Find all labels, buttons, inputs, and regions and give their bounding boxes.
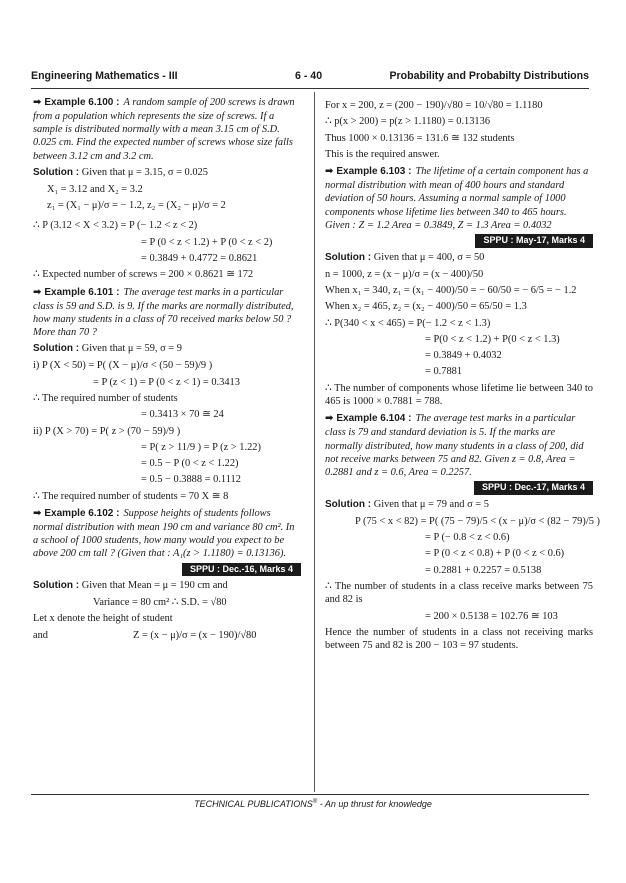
solution-line: Given that μ = 3.15, σ = 0.025 <box>81 167 208 179</box>
solution-label: Solution : <box>325 498 372 510</box>
right-column <box>325 96 600 653</box>
solution-line: Given that Mean = μ = 190 cm and <box>81 580 228 592</box>
header-rule <box>31 88 589 89</box>
solution-line: = P (0 < z < 1.2) + P (0 < z < 2) <box>141 236 273 248</box>
publisher-name: TECHNICAL PUBLICATIONS <box>194 799 313 809</box>
publisher-tagline: - An up thrust for knowledge <box>317 799 432 809</box>
exam-badge: SPPU : May-17, Marks 4 <box>475 234 593 248</box>
solution-line: = P( z > 11/9 ) = P (z > 1.22) <box>141 441 261 453</box>
example-6-104 <box>325 412 593 479</box>
solution-line: = 0.2881 + 0.2257 = 0.5138 <box>425 564 542 576</box>
left-column <box>33 96 301 643</box>
example-label: Example 6.103 : <box>336 166 412 178</box>
solution-label: Solution : <box>33 580 80 592</box>
solution-line: When x₁ = 340, z₁ = (x₁ − 400)/50 = − 60/50 = − 6/5 = − 1.2 <box>325 284 577 296</box>
solution-line: X₁ = 3.12 and X₂ = 3.2 <box>47 183 143 195</box>
solution-line: = P (− 0.8 < z < 0.6) <box>425 532 510 544</box>
solution-line: Variance = 80 cm² ∴ S.D. = √80 <box>93 597 227 609</box>
example-statement: A random sample of 200 screws is drawn from a population which represents the size of screws. If a sample is distributed normally with a mean 3.15 cm of S.D. 0.025 cm. Find the expected number of screws whose size falls between 3.12 cm and 3.2 cm. <box>33 97 295 162</box>
solution-line: = 0.7881 <box>425 366 463 378</box>
example-statement: The average test marks in a particular class is 59 and S.D. is 9. If the marks are normally distributed, how many students in a class of 70 received marks below 50 ? More than 70 ? <box>33 286 294 339</box>
column-divider <box>314 92 315 792</box>
solution-line: Given that μ = 79 and σ = 5 <box>373 498 489 510</box>
page-header <box>31 70 589 86</box>
solution-line: For x = 200, z = (200 − 190)/√80 = 10/√80 = 1.1180 <box>325 100 543 111</box>
chapter-title: Probability and Probabilty Distributions <box>389 70 589 82</box>
solution-line: Thus 1000 × 0.13136 = 131.6 ≅ 132 students <box>325 132 515 144</box>
registered-mark: ® <box>312 799 318 805</box>
solution-line: P (75 < x < 82) = P( (75 − 79)/5 < (x − μ)/σ < (82 − 79)/5 ) <box>355 515 600 527</box>
solution-label: Solution : <box>33 343 80 355</box>
example-label: Example 6.102 : <box>44 508 120 520</box>
solution-line: z₁ = (X₁ − μ)/σ = − 1.2, z₂ = (X₂ − μ)/σ = 2 <box>47 200 226 212</box>
solution-label: Solution : <box>325 251 372 263</box>
solution-line: n = 1000, z = (x − μ)/σ = (x − 400)/50 <box>325 268 484 280</box>
example-statement: Suppose heights of students follows normal distribution with mean 190 cm and variance 80 cm². In a school of 1000 students, how many would you expect to be above 200 cm tall ? (Given that : A₁(z > 1.1180) = 0.13136). <box>33 508 295 560</box>
arrow-icon: ➡ <box>325 166 334 178</box>
footer-rule <box>31 794 589 795</box>
book-title: Engineering Mathematics - III <box>31 70 178 82</box>
solution-result: ∴ Expected number of screws = 200 × 0.8621 ≅ 172 <box>33 269 254 281</box>
solution-result: Hence the number of students in a class not receiving marks between 75 and 82 is 200 − 103 = 97 students. <box>325 626 593 652</box>
solution-line: = 0.3413 × 70 ≅ 24 <box>141 409 224 421</box>
solution-line: ∴ P(340 < x < 465) = P(− 1.2 < z < 1.3) <box>325 317 491 329</box>
solution-line: ii) P (X > 70) = P( z > (70 − 59)/9 ) <box>33 425 181 437</box>
page-number: 6 - 40 <box>295 70 323 82</box>
solution-line: = 0.3849 + 0.4772 = 0.8621 <box>141 253 258 265</box>
solution-line: ∴ p(x > 200) = p(z > 1.1180) = 0.13136 <box>325 116 491 128</box>
solution-line: ∴ The number of students in a class receive marks between 75 and 82 is <box>325 581 593 606</box>
solution-line: Z = (x − μ)/σ = (x − 190)/√80 <box>133 629 257 641</box>
arrow-icon: ➡ <box>33 97 42 108</box>
example-label: Example 6.100 : <box>44 97 120 108</box>
solution-line: This is the required answer. <box>325 148 440 160</box>
solution-line: and <box>33 629 49 641</box>
example-label: Example 6.104 : <box>336 413 412 425</box>
solution-line: When x₂ = 465, z₂ = (x₂ − 400)/50 = 65/50 = 1.3 <box>325 301 527 313</box>
example-label: Example 6.101 : <box>44 286 120 298</box>
solution-line: = P (z < 1) = P (0 < z < 1) = 0.3413 <box>93 376 240 388</box>
exam-badge: SPPU : Dec.-16, Marks 4 <box>182 563 301 577</box>
solution-line: = 0.5 − 0.3888 = 0.1112 <box>141 474 241 486</box>
arrow-icon: ➡ <box>33 286 42 298</box>
page-footer <box>0 799 626 811</box>
solution-result: ∴ The number of components whose lifetime lie between 340 to 465 is 1000 × 0.7881 = 788. <box>325 382 593 408</box>
example-6-101 <box>33 286 301 340</box>
arrow-icon: ➡ <box>33 508 42 520</box>
exam-badge: SPPU : Dec.-17, Marks 4 <box>474 481 593 495</box>
solution-label: Solution : <box>33 167 80 179</box>
arrow-icon: ➡ <box>325 413 334 425</box>
solution-line: = 200 × 0.5138 = 102.76 ≅ 103 <box>425 610 558 622</box>
solution-line: ∴ The required number of students <box>33 392 178 404</box>
solution-line: = P (0 < z < 0.8) + P (0 < z < 0.6) <box>425 548 565 560</box>
solution-line: Let x denote the height of student <box>33 613 173 625</box>
solution-line: i) P (X < 50) = P( (X − μ)/σ < (50 − 59)/9 ) <box>33 360 213 372</box>
solution-line: = P(0 < z < 1.2) + P(0 < z < 1.3) <box>425 333 560 345</box>
solution-line: Given that μ = 400, σ = 50 <box>373 251 485 263</box>
example-statement: The lifetime of a certain component has a normal distribution with mean of 400 hours and standard deviation of 50 hours. Assuming a normal sample of 1000 components whose lifetime lies between 340 to 465 hours. Given : Z = 1.2 Area = 0.3849, Z = 1.3 Area = 0.4032 <box>325 166 589 231</box>
example-6-102 <box>33 507 301 561</box>
solution-line: = 0.3849 + 0.4032 <box>425 350 502 362</box>
solution-result: ∴ The required number of students = 70 X ≅ 8 <box>33 490 229 502</box>
example-6-100 <box>33 96 301 163</box>
solution-line: ∴ P (3.12 < X < 3.2) = P (− 1.2 < z < 2) <box>33 220 198 232</box>
example-statement: The average test marks in a particular class is 79 and standard deviation is 5. If the marks are normally distributed, how many students in a class of 200, did not receive marks between 75 and 82. Given z = 0.8, Area = 0.2881 and z = 0.6, Area = 0.2257. <box>325 413 584 479</box>
solution-line: Given that μ = 59, σ = 9 <box>81 343 182 355</box>
solution-line: = 0.5 − P (0 < z < 1.22) <box>141 458 239 470</box>
example-6-103 <box>325 165 593 232</box>
